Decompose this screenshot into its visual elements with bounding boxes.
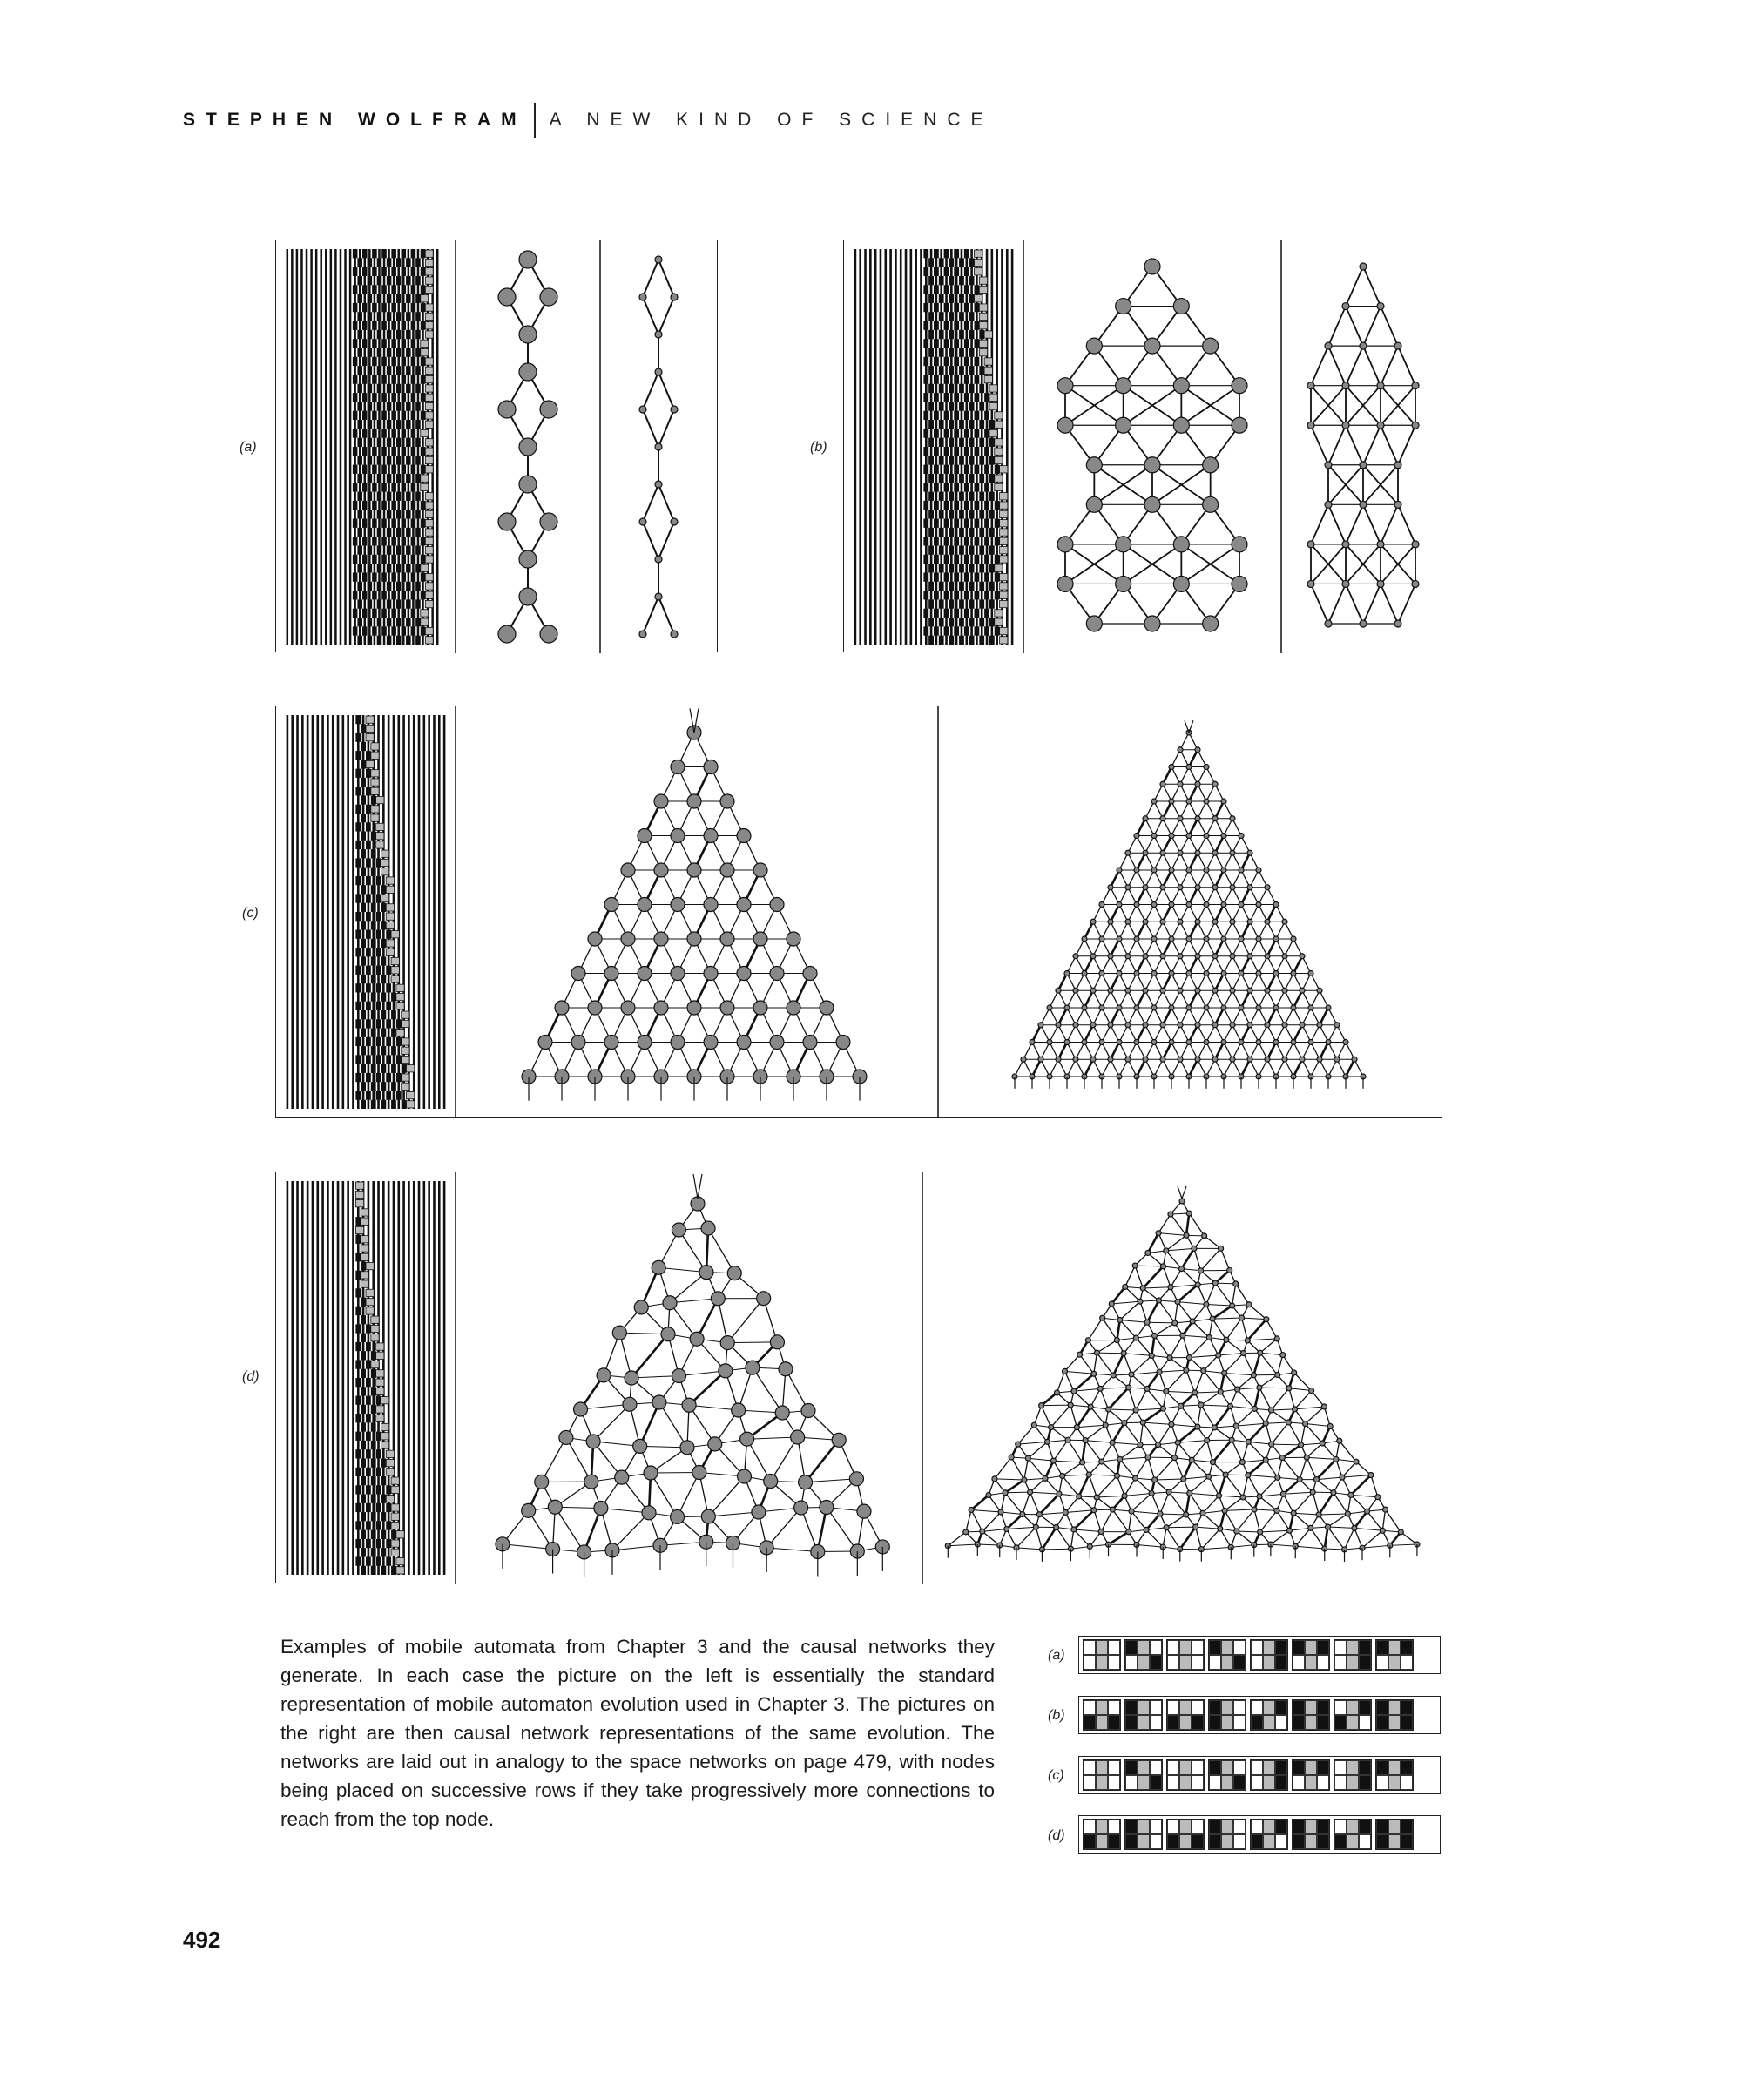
- rule-case: [1124, 1699, 1163, 1731]
- rule-case: [1166, 1699, 1205, 1731]
- figure-c: [275, 706, 1442, 1118]
- rule-label-a: (a): [1048, 1648, 1065, 1663]
- panel-label-b: (b): [810, 440, 827, 455]
- causal-network-a-2: [639, 256, 678, 638]
- figure-d: [275, 1172, 1442, 1583]
- rule-case: [1208, 1819, 1246, 1850]
- panel-label-d: (d): [242, 1369, 260, 1384]
- rule-case: [1083, 1759, 1121, 1791]
- rule-case: [1292, 1639, 1330, 1671]
- causal-network-b-1: [1057, 259, 1247, 631]
- rule-strip-c: [1078, 1756, 1441, 1794]
- rule-case: [1083, 1699, 1121, 1731]
- figure-a-graphic: [276, 240, 719, 653]
- page-number: 492: [183, 1927, 221, 1953]
- causal-network-a-1: [498, 251, 557, 643]
- rule-case: [1250, 1819, 1288, 1850]
- rule-case: [1375, 1819, 1414, 1850]
- rule-case: [1208, 1759, 1246, 1791]
- figure-d-graphic: [276, 1172, 1443, 1584]
- rule-case: [1124, 1639, 1163, 1671]
- rule-case: [1334, 1819, 1372, 1850]
- evolution-strip-d: [287, 1181, 444, 1575]
- causal-network-c-2: [1012, 720, 1366, 1089]
- rule-case: [1083, 1819, 1121, 1850]
- rule-case: [1375, 1639, 1414, 1671]
- rule-case: [1375, 1699, 1414, 1731]
- rule-strip-d: [1078, 1815, 1441, 1854]
- rule-case: [1166, 1819, 1205, 1850]
- rule-case: [1334, 1699, 1372, 1731]
- rule-case: [1375, 1759, 1414, 1791]
- running-head: [183, 103, 994, 138]
- figure-a: [275, 240, 718, 652]
- rule-case: [1292, 1819, 1330, 1850]
- figure-b: [843, 240, 1442, 652]
- rule-case: [1166, 1759, 1205, 1791]
- rule-case: [1334, 1639, 1372, 1671]
- panel-label-c: (c): [242, 906, 259, 921]
- rule-case: [1124, 1819, 1163, 1850]
- evolution-strip-b: [855, 249, 1012, 645]
- rule-label-d: (d): [1048, 1828, 1065, 1843]
- rule-case: [1124, 1759, 1163, 1791]
- causal-network-c-1: [522, 708, 867, 1100]
- running-head-author: STEPHEN WOLFRAM: [183, 110, 527, 130]
- rule-case: [1250, 1699, 1288, 1731]
- rule-case: [1334, 1759, 1372, 1791]
- evolution-strip-a: [287, 249, 437, 645]
- evolution-strip-c: [287, 715, 444, 1109]
- rule-case: [1208, 1639, 1246, 1671]
- rule-case: [1208, 1699, 1246, 1731]
- running-head-divider: [534, 103, 536, 138]
- rule-case: [1083, 1639, 1121, 1671]
- rule-case: [1166, 1639, 1205, 1671]
- causal-network-d-1: [496, 1174, 889, 1577]
- rule-case: [1250, 1639, 1288, 1671]
- panel-label-a: (a): [240, 440, 257, 455]
- causal-network-d-2: [945, 1186, 1420, 1562]
- rule-strip-a: [1078, 1636, 1441, 1674]
- rule-case: [1292, 1699, 1330, 1731]
- rule-case: [1292, 1759, 1330, 1791]
- rule-label-c: (c): [1048, 1768, 1064, 1783]
- rule-label-b: (b): [1048, 1708, 1065, 1723]
- rule-case: [1250, 1759, 1288, 1791]
- running-head-book-title: A NEW KIND OF SCIENCE: [549, 110, 994, 130]
- figure-b-graphic: [844, 240, 1443, 653]
- figure-caption: Examples of mobile automata from Chapter 3 and the causal networks they generate. In each case the picture on the left is essentially the standard representation of mobile automaton evolution used in Chapter 3. The pictures on the right are then causal network representations of the same evolution. The networks are laid out in analogy to the space networks on page 479, with nodes being placed on successive rows if they take progressively more connections to reach from the top node.: [280, 1636, 995, 1830]
- figure-c-graphic: [276, 706, 1443, 1118]
- causal-network-b-2: [1307, 263, 1419, 627]
- rule-strip-b: [1078, 1696, 1441, 1734]
